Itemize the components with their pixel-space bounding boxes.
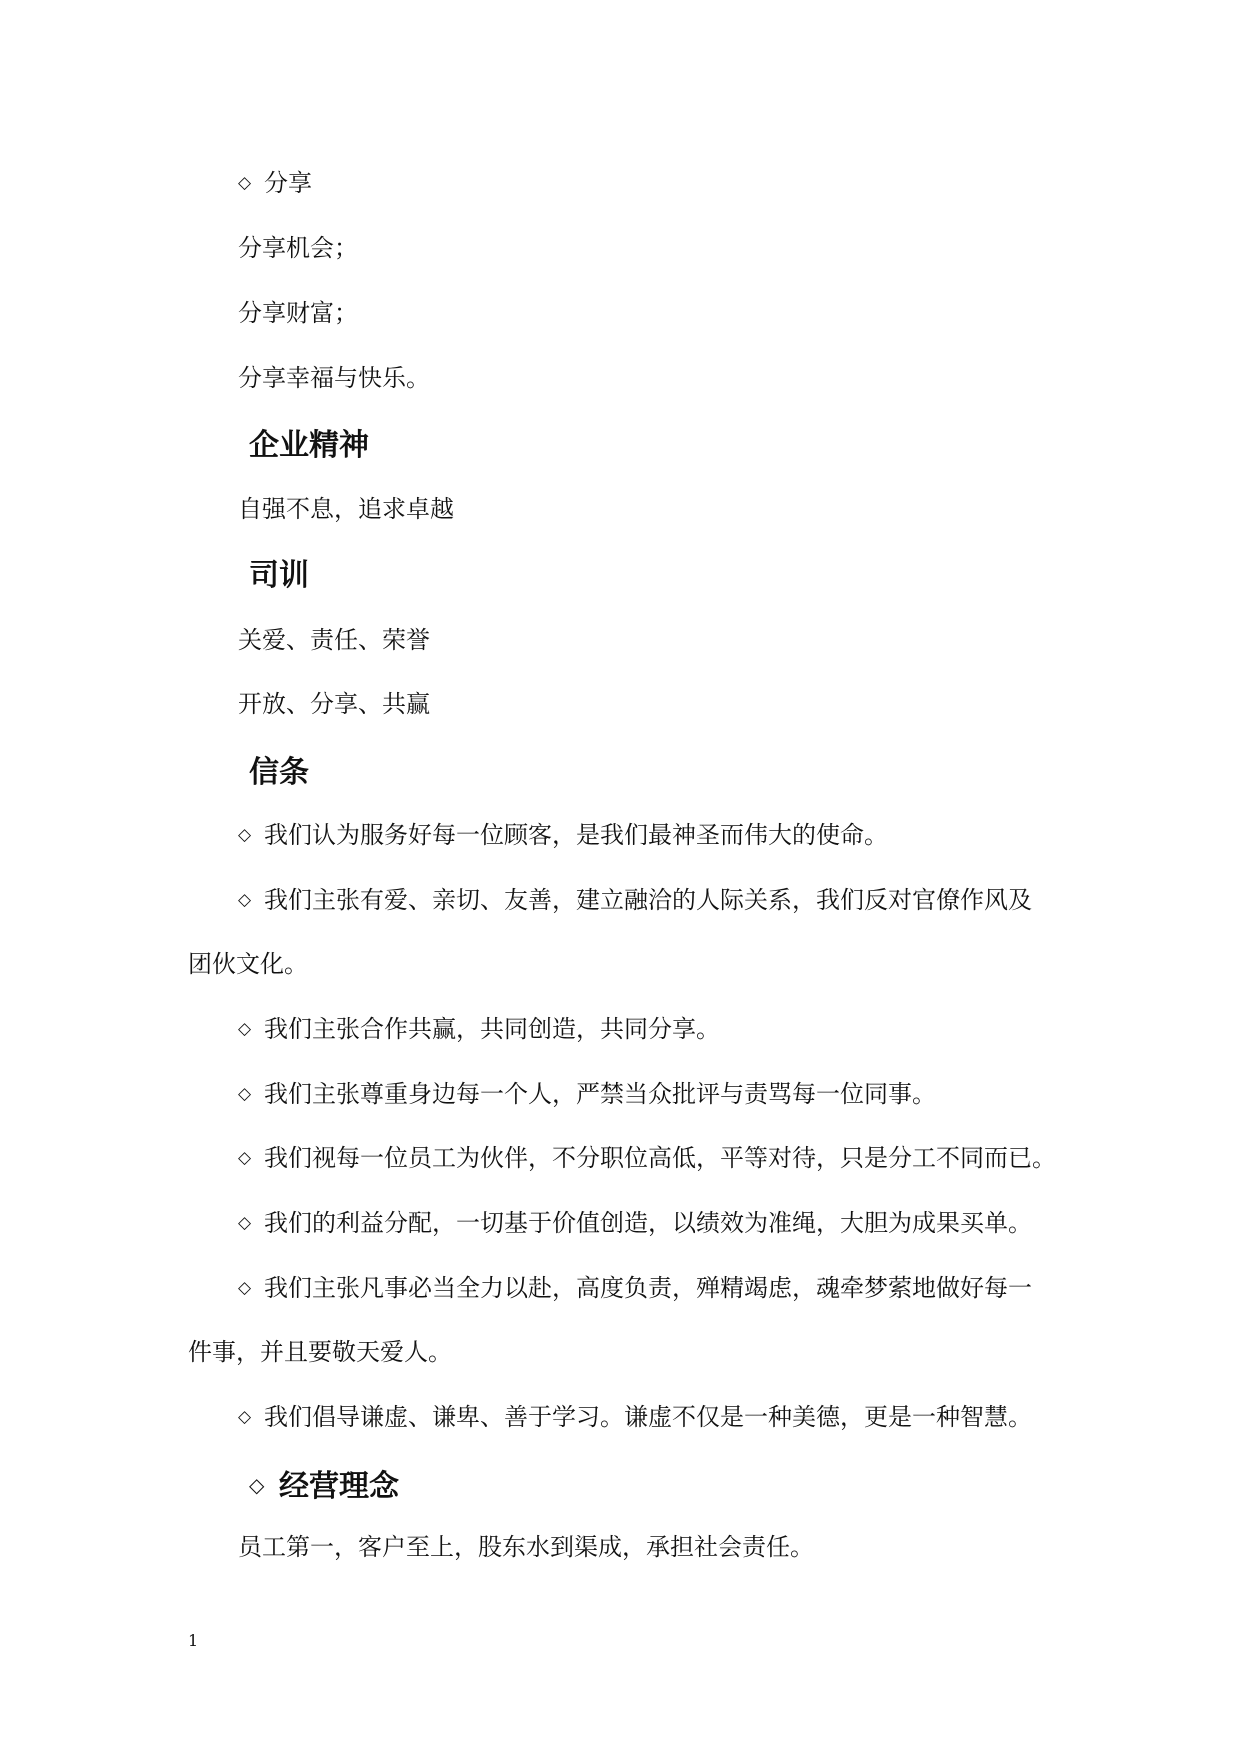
diamond-bullet-icon: ◇: [238, 1407, 252, 1427]
creed-item: ◇ 我们视每一位员工为伙伴，不分职位高低，平等对待，只是分工不同而已。: [238, 1144, 1056, 1172]
share-title-line: [238, 167, 312, 199]
spirit-text: 自强不息，追求卓越: [238, 495, 454, 523]
creed-item: ◇ 我们的利益分配，一切基于价值创造，以绩效为准绳，大胆为成果买单。: [238, 1209, 1032, 1237]
share-line: 分享机会；: [238, 234, 358, 262]
diamond-bullet-icon: ◇: [238, 173, 252, 193]
creed-item-continuation: 团伙文化。: [188, 950, 308, 978]
share-line: 分享财富；: [238, 299, 358, 327]
motto-heading: 司训: [249, 558, 309, 593]
creed-item-continuation: 件事，并且要敬天爱人。: [188, 1338, 452, 1366]
diamond-bullet-icon: ◇: [238, 1148, 252, 1168]
philosophy-heading: ◇ 经营理念: [249, 1469, 399, 1504]
creed-heading: 信条: [249, 755, 309, 790]
creed-item: ◇ 我们倡导谦虚、谦卑、善于学习。谦虚不仅是一种美德，更是一种智慧。: [238, 1403, 1032, 1431]
diamond-bullet-icon: ◇: [238, 1019, 252, 1039]
creed-item: ◇ 我们主张凡事必当全力以赴，高度负责，殚精竭虑，魂牵梦萦地做好每一: [238, 1274, 1032, 1302]
diamond-bullet-icon: ◇: [238, 1084, 252, 1104]
creed-item: ◇ 我们认为服务好每一位顾客，是我们最神圣而伟大的使命。: [238, 821, 888, 849]
page-number: 1: [188, 1631, 199, 1650]
spirit-heading: 企业精神: [249, 428, 369, 463]
diamond-bullet-icon: ◇: [238, 825, 252, 845]
share-title: 分享: [264, 169, 312, 197]
creed-item: ◇ 我们主张有爱、亲切、友善，建立融洽的人际关系，我们反对官僚作风及: [238, 886, 1032, 914]
motto-line: 关爱、责任、荣誉: [238, 626, 430, 654]
motto-line: 开放、分享、共赢: [238, 690, 430, 718]
share-line: 分享幸福与快乐。: [238, 364, 430, 392]
creed-item: ◇ 我们主张尊重身边每一个人，严禁当众批评与责骂每一位同事。: [238, 1080, 936, 1108]
philosophy-text: 员工第一，客户至上，股东水到渠成，承担社会责任。: [238, 1533, 814, 1561]
creed-item: ◇ 我们主张合作共赢，共同创造，共同分享。: [238, 1015, 720, 1043]
diamond-bullet-icon: ◇: [238, 1213, 252, 1233]
diamond-bullet-icon: ◇: [238, 890, 252, 910]
diamond-bullet-icon: ◇: [249, 1473, 265, 1497]
diamond-bullet-icon: ◇: [238, 1278, 252, 1298]
